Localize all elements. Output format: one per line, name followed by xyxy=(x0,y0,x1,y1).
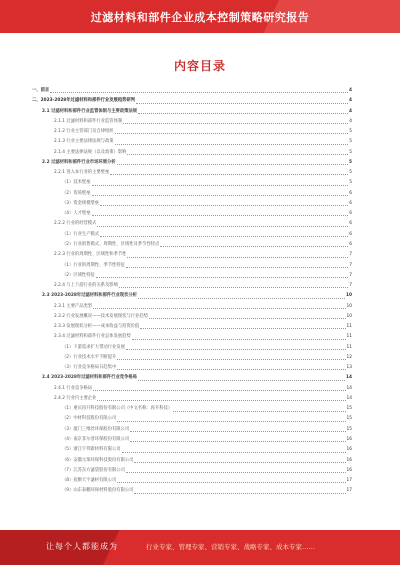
toc-entry-page: 6 xyxy=(349,211,352,217)
toc-entry-page: 13 xyxy=(346,365,352,371)
toc-leader-dots xyxy=(126,349,346,350)
toc-leader-dots xyxy=(138,298,345,299)
toc-entry-text: 2.1 过滤材料和部件行业监管体制与主要政策法规 xyxy=(42,108,138,114)
toc-entry[interactable] xyxy=(32,219,352,229)
toc-entry-text: 2.1.1 过滤材料和部件行业监管体制 xyxy=(54,118,123,124)
toc-entry[interactable] xyxy=(32,230,352,240)
toc-leader-dots xyxy=(93,390,345,391)
toc-leader-dots xyxy=(115,133,349,134)
toc-entry[interactable] xyxy=(32,363,352,373)
toc-entry[interactable] xyxy=(32,240,352,250)
toc-entry-page: 4 xyxy=(349,87,352,93)
toc-leader-dots xyxy=(119,287,348,288)
toc-entry-page: 15 xyxy=(346,416,352,422)
toc-entry[interactable] xyxy=(32,353,352,363)
toc-entry[interactable] xyxy=(32,96,352,106)
toc-entry-page: 11 xyxy=(346,334,352,340)
toc-entry-text: 2.3.3 发展现状分析——成本收益与投资价值 xyxy=(54,324,140,330)
toc-entry-page: 11 xyxy=(346,324,352,330)
page-header-banner xyxy=(0,0,400,33)
toc-leader-dots xyxy=(97,226,348,227)
toc-entry-text: （2）行业技术水平不断提升 xyxy=(62,354,117,360)
toc-entry-page: 5 xyxy=(349,170,352,176)
toc-leader-dots xyxy=(122,452,346,453)
toc-entry[interactable] xyxy=(32,209,352,219)
toc-leader-dots xyxy=(138,113,348,114)
toc-entry-page: 5 xyxy=(349,149,352,155)
footer-tagline: 行业专家、管理专家、营销专家、战略专家、成本专家…… xyxy=(146,543,315,551)
toc-leader-dots xyxy=(117,164,348,165)
toc-entry-page: 15 xyxy=(346,406,352,412)
toc-leader-dots xyxy=(117,482,345,483)
footer-slogan: 让每个人都能成为 xyxy=(46,542,118,551)
toc-entry-page: 7 xyxy=(349,283,352,289)
toc-leader-dots xyxy=(92,215,349,216)
toc-entry[interactable] xyxy=(32,261,352,271)
toc-leader-dots xyxy=(92,185,349,186)
toc-entry-page: 4 xyxy=(349,98,352,104)
toc-leader-dots xyxy=(173,411,345,412)
toc-entry-text: 2.3.4 过滤材料和部件行业总体发展趋势 xyxy=(54,334,131,340)
toc-entry-page: 5 xyxy=(349,180,352,186)
toc-entry[interactable] xyxy=(32,384,352,394)
toc-entry-text: 2.1.3 行业主要法律法规与政策 xyxy=(54,139,114,145)
toc-entry[interactable] xyxy=(32,466,352,476)
toc-leader-dots xyxy=(96,277,348,278)
toc-leader-dots xyxy=(134,493,345,494)
toc-entry-text: （8）抚顺天宇滤材有限公司 xyxy=(62,478,117,484)
toc-entry[interactable] xyxy=(32,291,352,301)
toc-entry-page: 10 xyxy=(346,303,352,309)
page-footer-banner xyxy=(0,530,400,565)
toc-entry-text: 二、2023-2028年过滤材料和部件行业发展趋势研判 xyxy=(32,98,136,104)
toc-entry[interactable] xyxy=(32,456,352,466)
toc-entry[interactable] xyxy=(32,322,352,332)
toc-leader-dots xyxy=(100,236,348,237)
toc-entry[interactable] xyxy=(32,178,352,188)
toc-entry[interactable] xyxy=(32,445,352,455)
toc-entry[interactable] xyxy=(32,404,352,414)
toc-entry-text: （1）下游需求扩大带动行业发展 xyxy=(62,344,125,350)
toc-entry-page: 6 xyxy=(349,190,352,196)
toc-entry-text: （4）南京菲尔普环保股份有限公司 xyxy=(62,437,130,443)
toc-entry-text: （7）江苏东方滤袋股份有限公司 xyxy=(62,467,125,473)
report-title: 过滤材料和部件企业成本控制策略研究报告 xyxy=(90,11,310,24)
toc-leader-dots xyxy=(123,123,348,124)
toc-entry[interactable] xyxy=(32,302,352,312)
toc-leader-dots xyxy=(130,431,345,432)
toc-entry-page: 17 xyxy=(346,488,352,494)
toc-entry-text: （9）山东泰鹏环保材料股份有限公司 xyxy=(62,488,134,494)
toc-entry[interactable] xyxy=(32,312,352,322)
toc-entry[interactable] xyxy=(32,107,352,117)
toc-leader-dots xyxy=(132,339,346,340)
toc-leader-dots xyxy=(127,154,348,155)
toc-entry-text: 2.3 2023-2028年过滤材料和部件行业现状分析 xyxy=(42,293,137,299)
toc-entry[interactable] xyxy=(32,476,352,486)
toc-entry[interactable] xyxy=(32,127,352,137)
toc-leader-dots xyxy=(149,318,346,319)
toc-entry-text: （3）行业竞争格局日趋集中 xyxy=(62,365,117,371)
toc-entry[interactable] xyxy=(32,373,352,383)
toc-entry[interactable] xyxy=(32,148,352,158)
toc-entry-text: 2.4.2 行业内主要企业 xyxy=(54,395,97,401)
toc-entry[interactable] xyxy=(32,281,352,291)
toc-entry-text: 2.3.2 行业发展概况——技术发展现状与行业趋势 xyxy=(54,313,148,319)
toc-entry-text: 2.1.4 主要法律法规（以及政策）影响 xyxy=(54,149,127,155)
toc-entry-text: （4）人才壁垒 xyxy=(62,211,91,217)
toc-leader-dots xyxy=(97,400,345,401)
toc-entry-text: （5）浙江宇邦新材料有限公司 xyxy=(62,447,121,453)
toc-entry-text: （2）中材科技股份有限公司 xyxy=(62,416,117,422)
toc-leader-dots xyxy=(126,267,348,268)
toc-entry-page: 17 xyxy=(346,478,352,484)
toc-entry-page: 16 xyxy=(346,447,352,453)
toc-entry-text: （3）资金规模壁垒 xyxy=(62,200,100,206)
toc-leader-dots xyxy=(50,92,348,93)
toc-entry-page: 16 xyxy=(346,467,352,473)
toc-entry[interactable] xyxy=(32,425,352,435)
toc-entry[interactable] xyxy=(32,415,352,425)
toc-entry[interactable] xyxy=(32,250,352,260)
toc-entry-page: 16 xyxy=(346,437,352,443)
toc-entry-page: 6 xyxy=(349,200,352,206)
toc-entry-page: 10 xyxy=(346,293,352,299)
toc-leader-dots xyxy=(117,359,345,360)
toc-entry-text: （1）行业生产模式 xyxy=(62,231,100,237)
toc-entry-text: 2.4 2023-2028年过滤材料和部件行业竞争格局 xyxy=(42,375,137,381)
toc-entry[interactable] xyxy=(32,86,352,96)
toc-entry-page: 12 xyxy=(346,354,352,360)
toc-entry-text: 2.2.2 行业的经营模式 xyxy=(54,221,97,227)
toc-entry-text: （2）资质壁垒 xyxy=(62,190,91,196)
toc-entry[interactable] xyxy=(32,158,352,168)
toc-leader-dots xyxy=(110,174,348,175)
toc-entry-page: 16 xyxy=(346,457,352,463)
toc-entry[interactable] xyxy=(32,343,352,353)
toc-leader-dots xyxy=(130,441,345,442)
toc-entry-page: 5 xyxy=(349,139,352,145)
toc-entry-page: 14 xyxy=(346,385,352,391)
toc-entry-page: 5 xyxy=(349,159,352,165)
toc-leader-dots xyxy=(140,328,345,329)
toc-entry-text: 2.3.1 主要产品类型 xyxy=(54,303,93,309)
toc-entry-page: 6 xyxy=(349,241,352,247)
toc-entry-text: 2.2.1 进入本行业的主要壁垒 xyxy=(54,170,110,176)
toc-entry-page: 4 xyxy=(349,118,352,124)
toc-entry-text: （3）厦门三维丝环保股份有限公司 xyxy=(62,426,130,432)
toc-entry[interactable] xyxy=(32,199,352,209)
toc-entry-text: 2.4.1 行业竞争格局 xyxy=(54,385,93,391)
toc-entry[interactable] xyxy=(32,435,352,445)
toc-entry-text: （1）技术壁垒 xyxy=(62,180,91,186)
toc-entry-text: （6）安徽元琛环保科技股份有限公司 xyxy=(62,457,134,463)
toc-heading: 内容目录 xyxy=(173,59,226,73)
toc-entry[interactable] xyxy=(32,271,352,281)
toc-entry-text: 2.2.4 与上下游行业的关系及影响 xyxy=(54,283,118,289)
toc-entry-page: 5 xyxy=(349,129,352,135)
toc-entry-page: 7 xyxy=(349,252,352,258)
toc-entry-page: 14 xyxy=(346,375,352,381)
toc-entry[interactable] xyxy=(32,168,352,178)
toc-entry-text: 一、前言 xyxy=(32,87,50,93)
toc-entry-text: 2.2 过滤材料和部件行业市场环境分析 xyxy=(42,159,116,165)
toc-entry-text: （2）行业销售模式、周期性、区域性及季节性特点 xyxy=(62,241,160,247)
toc-entry[interactable] xyxy=(32,332,352,342)
toc-entry[interactable] xyxy=(32,394,352,404)
toc-leader-dots xyxy=(93,308,345,309)
toc-leader-dots xyxy=(134,462,345,463)
toc-entry-text: （2）区域性特征 xyxy=(62,272,95,278)
toc-entry[interactable] xyxy=(32,137,352,147)
table-of-contents xyxy=(32,86,352,497)
toc-entry[interactable] xyxy=(32,486,352,496)
toc-entry-page: 6 xyxy=(349,221,352,227)
toc-leader-dots xyxy=(117,369,345,370)
toc-entry-text: （1）行业的周期性、季节性特征 xyxy=(62,262,125,268)
toc-leader-dots xyxy=(92,195,349,196)
toc-entry-page: 15 xyxy=(346,426,352,432)
toc-leader-dots xyxy=(138,380,345,381)
toc-leader-dots xyxy=(160,246,348,247)
toc-leader-dots xyxy=(136,103,348,104)
toc-entry-text: 2.2.3 行业的周期性、区域性和季节性 xyxy=(54,252,127,258)
toc-leader-dots xyxy=(126,472,346,473)
toc-entry[interactable] xyxy=(32,189,352,199)
toc-entry-text: 2.1.2 行业主管部门及自律组织 xyxy=(54,129,114,135)
toc-entry-page: 10 xyxy=(346,313,352,319)
toc-entry-page: 14 xyxy=(346,395,352,401)
toc-leader-dots xyxy=(100,205,348,206)
toc-entry-page: 11 xyxy=(346,344,352,350)
toc-leader-dots xyxy=(117,421,345,422)
toc-entry-text: （1）重庆再升科技股份有限公司（中文名称：再升科技） xyxy=(62,406,173,412)
toc-entry-page: 6 xyxy=(349,231,352,237)
toc-entry-page: 4 xyxy=(349,108,352,114)
toc-leader-dots xyxy=(127,257,348,258)
toc-entry[interactable] xyxy=(32,117,352,127)
toc-leader-dots xyxy=(115,144,349,145)
toc-entry-page: 7 xyxy=(349,272,352,278)
toc-entry-page: 7 xyxy=(349,262,352,268)
